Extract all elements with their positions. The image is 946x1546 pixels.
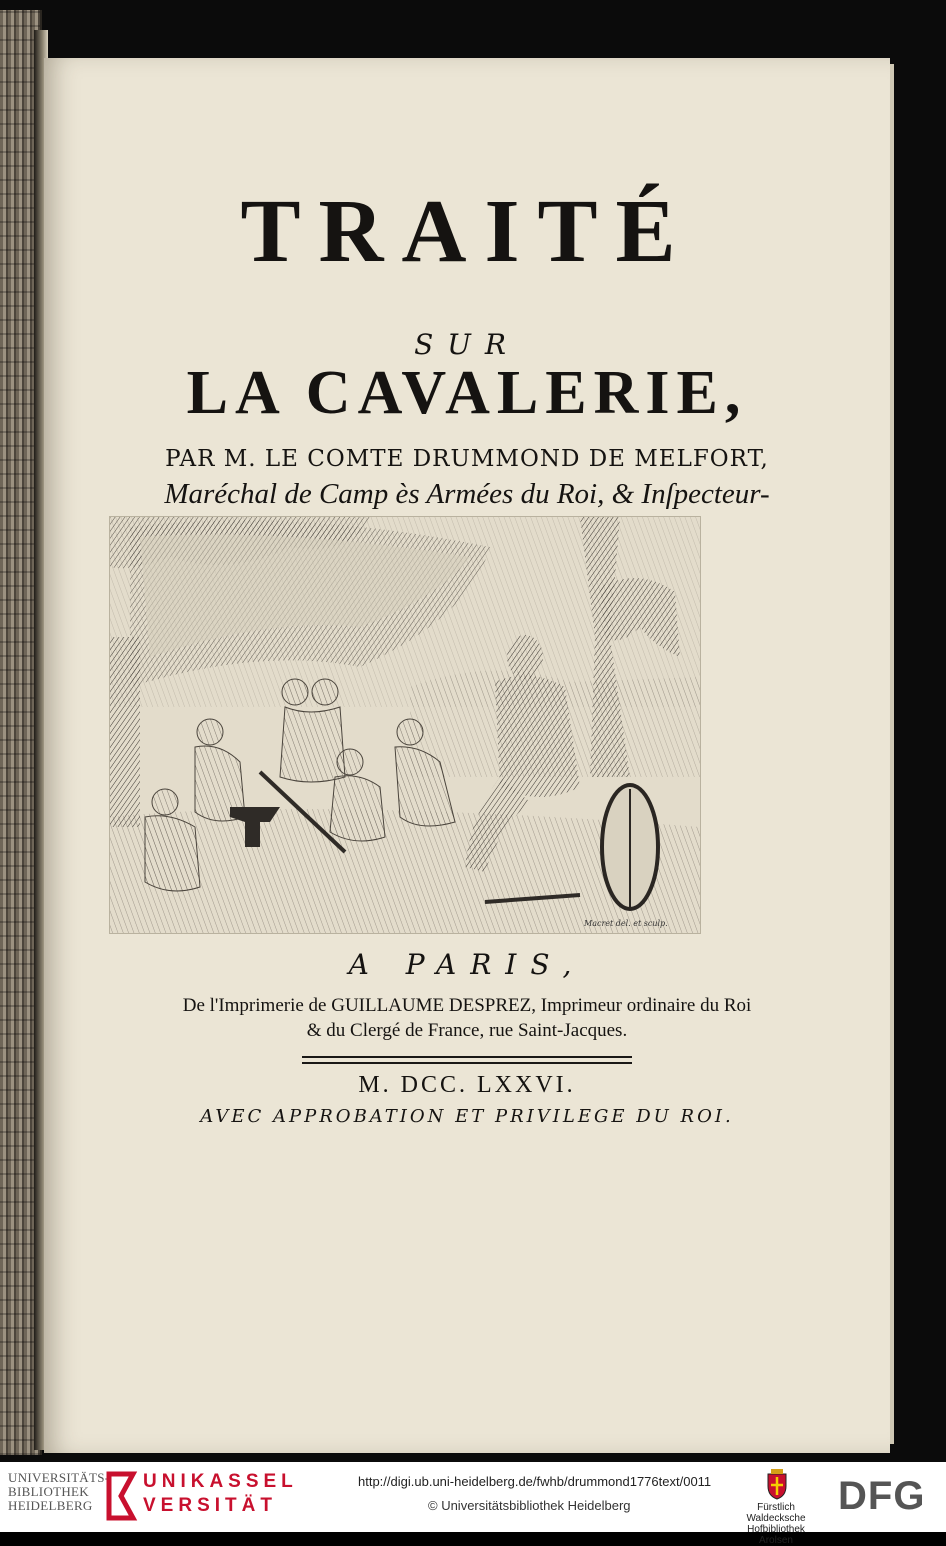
arolsen-line-2: Hofbibliothek Arolsen [747,1524,805,1546]
library-line-2: BIBLIOTHEK [8,1484,89,1499]
copyright-notice: © Universitätsbibliothek Heidelberg [428,1498,631,1513]
title-page [44,58,890,1453]
arolsen-library-label [730,1502,822,1546]
title-connector: SUR [414,328,520,361]
author-rank-line-1: Maréchal de Camp ès Armées du Roi, & Inſpecteur- [164,478,770,510]
frontispiece-engraving [109,516,701,934]
library-line-3: HEIDELBERG [8,1498,93,1513]
imprint-year: M. DCC. LXXVI. [358,1072,576,1098]
unikassel-logo-icon [105,1472,137,1520]
engraving-illustration [110,517,700,933]
footer-bar [0,1462,946,1546]
page-edge [890,64,894,1444]
arolsen-line-1: Fürstlich Waldecksche [746,1502,806,1524]
unikassel-line-1: UNIKASSEL [143,1471,298,1492]
imprint-printer-line-1: De l'Imprimerie de GUILLAUME DESPREZ, Imprimeur ordinaire du Roi [182,995,752,1016]
heidelberg-library-logo[interactable] [8,1471,109,1513]
unikassel-line-2: VERSITÄT [143,1495,277,1516]
library-line-1: UNIVERSITÄTS- [8,1470,110,1485]
double-rule-divider [302,1056,632,1064]
author-line: PAR M. LE COMTE DRUMMOND DE MELFORT, [165,446,769,472]
dfg-logo[interactable]: DFG [838,1474,926,1518]
book-title: TRAITÉ [240,182,694,281]
permalink-url[interactable]: http://digi.ub.uni-heidelberg.de/fwhb/drummond1776text/0011 [358,1474,712,1489]
unikassel-wordmark[interactable] [143,1470,298,1518]
imprint-city: A PARIS, [348,948,586,981]
arolsen-crest-icon [766,1468,788,1500]
privilege-line: AVEC APPROBATION ET PRIVILEGE DU ROI. [200,1106,734,1127]
book-subtitle: LA CAVALERIE, [186,359,748,427]
imprint-printer-line-2: & du Clergé de France, rue Saint-Jacques. [306,1020,628,1041]
engraving-credit: Macret del. et sculp. [584,919,668,928]
